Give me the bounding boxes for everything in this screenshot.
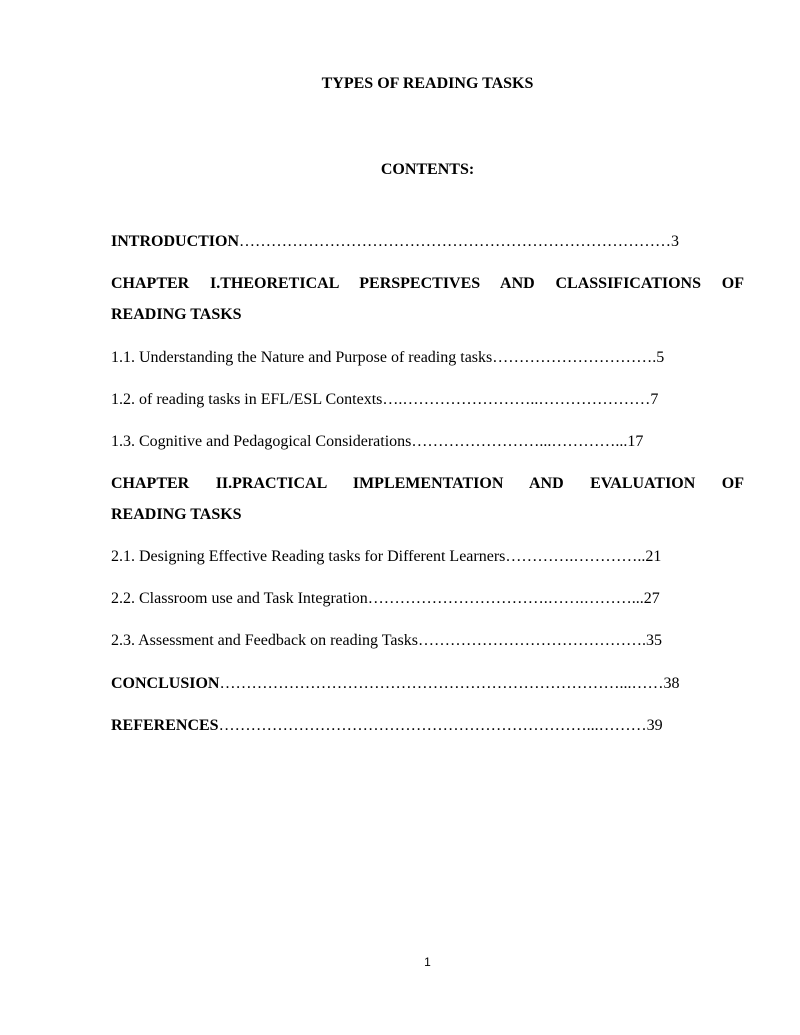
toc-entry-introduction xyxy=(111,231,744,253)
toc-entry-2-3: 2.3. Assessment and Feedback on reading Tasks…………………………………….35 xyxy=(111,632,662,649)
toc-entry-1-3: 1.3. Cognitive and Pedagogical Considerations……………………...…………...17 xyxy=(111,433,644,450)
toc-entry-conclusion: CONCLUSION…………………………………………………………………...……38 xyxy=(111,675,680,692)
toc-chapter-1-line-2: READING TASKS xyxy=(111,306,242,323)
contents-heading: CONTENTS: xyxy=(380,161,475,178)
toc-chapter-2-line-1: CHAPTER II.PRACTICAL IMPLEMENTATION AND EVALUATION OF xyxy=(111,475,744,492)
toc-entry-1-2: 1.2. of reading tasks in EFL/ESL Contexts….……………………..…………………7 xyxy=(111,391,659,408)
toc-entry-1-1: 1.1. Understanding the Nature and Purpose of reading tasks………………………….5 xyxy=(111,349,665,366)
toc-entry-2-2: 2.2. Classroom use and Task Integration…………………………….…….………...27 xyxy=(111,590,660,607)
page-number: 1 xyxy=(424,955,431,969)
toc-entry-references: REFERENCES……………………………………………………………...………39 xyxy=(111,717,663,734)
toc-chapter-1-line-1: CHAPTER I.THEORETICAL PERSPECTIVES AND CLASSIFICATIONS OF xyxy=(111,275,744,292)
toc-chapter-2-line-2: READING TASKS xyxy=(111,506,242,523)
document-title: TYPES OF READING TASKS xyxy=(321,75,534,92)
toc-entry-2-1: 2.1. Designing Effective Reading tasks for Different Learners………….…………..21 xyxy=(111,548,662,565)
toc-entry-chapter-1 xyxy=(111,268,744,330)
toc-entry-chapter-2 xyxy=(111,468,744,530)
toc-entry-introduction-text: INTRODUCTION………………………………………………………………………3 xyxy=(111,233,680,250)
